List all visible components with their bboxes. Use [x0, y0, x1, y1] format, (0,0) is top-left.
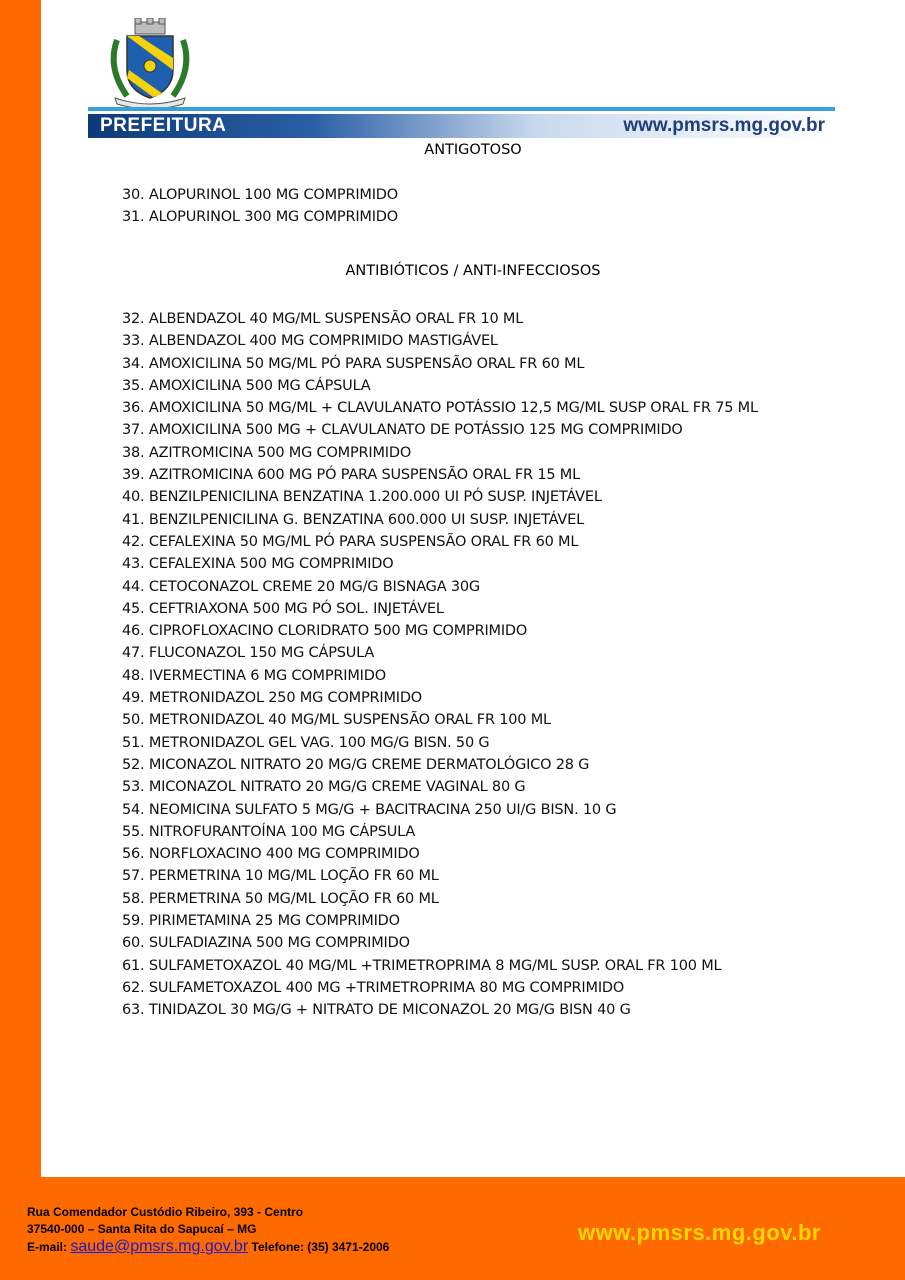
list-item: 59. PIRIMETAMINA 25 MG COMPRIMIDO [122, 913, 400, 930]
list-item: 30. ALOPURINOL 100 MG COMPRIMIDO [122, 187, 398, 203]
list-item: 58. PERMETRINA 50 MG/ML LOÇÃO FR 60 ML [122, 890, 439, 907]
antigotoso-list [122, 184, 398, 229]
header-brand: PREFEITURA [100, 115, 227, 136]
footer-phone: Telefone: (35) 3471-2006 [251, 1240, 390, 1254]
header-divider-line [88, 107, 835, 111]
coat-of-arms-icon [105, 18, 195, 108]
left-accent-bar [0, 0, 41, 1280]
list-item: 39. AZITROMICINA 600 MG PÓ PARA SUSPENSÃO ORAL FR 15 ML [122, 467, 580, 484]
section-title-antigotoso: ANTIGOTOSO [424, 142, 522, 158]
footer-website[interactable]: www.pmsrs.mg.gov.br [578, 1220, 821, 1245]
list-item: 34. AMOXICILINA 50 MG/ML PÓ PARA SUSPENSÃO ORAL FR 60 ML [122, 355, 585, 372]
list-item: 50. METRONIDAZOL 40 MG/ML SUSPENSÃO ORAL FR 100 ML [122, 712, 551, 729]
list-item: 55. NITROFURANTOÍNA 100 MG CÁPSULA [122, 823, 416, 840]
list-item: 51. METRONIDAZOL GEL VAG. 100 MG/G BISN. 50 G [122, 734, 490, 751]
list-item: 40. BENZILPENICILINA BENZATINA 1.200.000 UI PÓ SUSP. INJETÁVEL [122, 489, 602, 506]
footer-email-link[interactable]: saude@pmsrs.mg.gov.br [70, 1238, 249, 1255]
list-item: 36. AMOXICILINA 50 MG/ML + CLAVULANATO POTÁSSIO 12,5 MG/ML SUSP ORAL FR 75 ML [122, 400, 758, 417]
footer-address-line1: Rua Comendador Custódio Ribeiro, 393 - Centro [27, 1205, 304, 1219]
list-item: 31. ALOPURINOL 300 MG COMPRIMIDO [122, 209, 398, 226]
list-item: 42. CEFALEXINA 50 MG/ML PÓ PARA SUSPENSÃO ORAL FR 60 ML [122, 533, 579, 550]
list-item: 32. ALBENDAZOL 40 MG/ML SUSPENSÃO ORAL FR 10 ML [122, 311, 524, 327]
list-item: 53. MICONAZOL NITRATO 20 MG/G CREME VAGINAL 80 G [122, 779, 526, 796]
header-website[interactable]: www.pmsrs.mg.gov.br [623, 115, 825, 136]
footer-email-label: E-mail: [27, 1240, 68, 1254]
list-item: 57. PERMETRINA 10 MG/ML LOÇÃO FR 60 ML [122, 868, 439, 885]
list-item: 62. SULFAMETOXAZOL 400 MG +TRIMETROPRIMA 80 MG COMPRIMIDO [122, 979, 625, 996]
list-item: 61. SULFAMETOXAZOL 40 MG/ML +TRIMETROPRIMA 8 MG/ML SUSP. ORAL FR 100 ML [122, 957, 722, 974]
list-item: 47. FLUCONAZOL 150 MG CÁPSULA [122, 645, 375, 662]
header-band [88, 114, 835, 138]
list-item: 37. AMOXICILINA 500 MG + CLAVULANATO DE POTÁSSIO 125 MG COMPRIMIDO [122, 422, 683, 439]
section-title-antibioticos: ANTIBIÓTICOS / ANTI-INFECCIOSOS [345, 263, 601, 279]
list-item: 60. SULFADIAZINA 500 MG COMPRIMIDO [122, 935, 410, 952]
list-item: 56. NORFLOXACINO 400 MG COMPRIMIDO [122, 846, 420, 863]
list-item: 52. MICONAZOL NITRATO 20 MG/G CREME DERMATOLÓGICO 28 G [122, 756, 590, 773]
footer-contact [27, 1238, 389, 1256]
footer-address-line2: 37540-000 – Santa Rita do Sapucaí – MG [27, 1222, 257, 1236]
list-item: 44. CETOCONAZOL CREME 20 MG/G BISNAGA 30G [122, 578, 480, 595]
list-item: 33. ALBENDAZOL 400 MG COMPRIMIDO MASTIGÁVEL [122, 333, 498, 350]
list-item: 43. CEFALEXINA 500 MG COMPRIMIDO [122, 556, 394, 573]
list-item: 49. METRONIDAZOL 250 MG COMPRIMIDO [122, 690, 423, 707]
list-item: 45. CEFTRIAXONA 500 MG PÓ SOL. INJETÁVEL [122, 600, 444, 617]
list-item: 46. CIPROFLOXACINO CLORIDRATO 500 MG COMPRIMIDO [122, 623, 528, 640]
list-item: 35. AMOXICILINA 500 MG CÁPSULA [122, 377, 371, 394]
list-item: 54. NEOMICINA SULFATO 5 MG/G + BACITRACINA 250 UI/G BISN. 10 G [122, 801, 617, 818]
list-item: 63. TINIDAZOL 30 MG/G + NITRATO DE MICONAZOL 20 MG/G BISN 40 G [122, 1002, 631, 1019]
list-item: 38. AZITROMICINA 500 MG COMPRIMIDO [122, 444, 412, 461]
list-item: 48. IVERMECTINA 6 MG COMPRIMIDO [122, 667, 386, 684]
antibioticos-list [122, 308, 758, 1022]
list-item: 41. BENZILPENICILINA G. BENZATINA 600.000 UI SUSP. INJETÁVEL [122, 511, 584, 528]
